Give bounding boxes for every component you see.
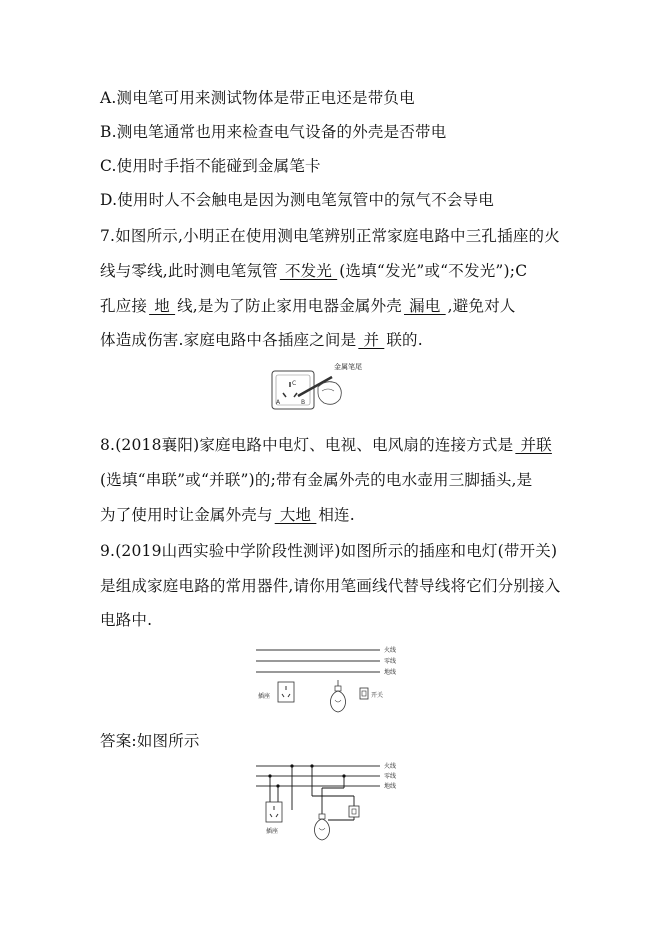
q7-text: 线,是为了防止家用电器金属外壳 bbox=[177, 297, 403, 315]
q9-switch-label: 开关 bbox=[371, 692, 384, 699]
q8-line-2: (选填“串联”或“并联”)的;带有金属外壳的电水壶用三脚插头,是 bbox=[100, 471, 533, 489]
q8-answer-2: 大地 bbox=[274, 506, 317, 524]
q9-fire-label: 火线 bbox=[384, 647, 397, 654]
socket-letter-a: A bbox=[276, 399, 281, 406]
q8-answer-1: 并联 bbox=[515, 436, 552, 454]
q7-text: 线与零线,此时测电笔氖管 bbox=[100, 262, 278, 280]
option-c: C.使用时手指不能碰到金属笔卡 bbox=[100, 157, 321, 175]
q7-text: 孔应接 bbox=[100, 297, 148, 315]
q8-text: 8.(2018襄阳)家庭电路中电灯、电视、电风扇的连接方式是 bbox=[100, 436, 514, 454]
option-b: B.测电笔通常也用来检查电气设备的外壳是否带电 bbox=[100, 123, 447, 141]
answer-fire-label: 火线 bbox=[384, 763, 397, 770]
q9-socket-label: 插座 bbox=[258, 693, 271, 700]
answer-label: 答案:如图所示 bbox=[100, 732, 200, 750]
option-d: D.使用时人不会触电是因为测电笔氖管中的氖气不会导电 bbox=[100, 191, 495, 209]
answer-circuit-figure bbox=[252, 758, 412, 850]
q8-line-3 bbox=[100, 504, 355, 526]
answer-ground-label: 地线 bbox=[384, 783, 397, 790]
q8-text: 为了使用时让金属外壳与 bbox=[100, 506, 273, 524]
q9-ground-label: 地线 bbox=[384, 669, 397, 676]
q7-line-4 bbox=[100, 329, 423, 351]
socket-letter-b: B bbox=[301, 399, 306, 406]
q9-line-1: 9.(2019山西实验中学阶段性测评)如图所示的插座和电灯(带开关) bbox=[100, 542, 558, 560]
answer-socket-label: 插座 bbox=[266, 828, 279, 835]
q7-text: ,避免对人 bbox=[447, 297, 516, 315]
q9-circuit-figure bbox=[252, 640, 412, 720]
q7-line-3 bbox=[100, 295, 516, 317]
option-a: A.测电笔可用来测试物体是带正电还是带负电 bbox=[100, 89, 415, 107]
q9-line-2: 是组成家庭电路的常用器件,请你用笔画线代替导线将它们分别接入 bbox=[100, 577, 561, 595]
q7-socket-figure bbox=[268, 365, 348, 413]
answer-neutral-label: 零线 bbox=[384, 773, 397, 780]
q7-answer-1: 不发光 bbox=[279, 262, 338, 280]
q7-line-1: 7.如图所示,小明正在使用测电笔辨别正常家庭电路中三孔插座的火 bbox=[100, 227, 560, 245]
q7-text: 体造成伤害.家庭电路中各插座之间是 bbox=[100, 331, 357, 349]
q8-text: 相连. bbox=[318, 506, 355, 524]
q7-text: 联的. bbox=[386, 331, 423, 349]
q9-neutral-label: 零线 bbox=[384, 658, 397, 665]
q7-answer-3: 漏电 bbox=[404, 297, 446, 315]
q7-text: (选填“发光”或“不发光”);C bbox=[339, 262, 528, 280]
q7-answer-4: 并 bbox=[358, 331, 385, 349]
q7-line-2 bbox=[100, 260, 527, 282]
q7-figure-label: 金属笔尾 bbox=[334, 363, 362, 371]
socket-letter-c: C bbox=[292, 380, 297, 387]
q8-line-1 bbox=[100, 434, 554, 456]
q7-answer-2: 地 bbox=[149, 297, 176, 315]
q9-line-3: 电路中. bbox=[100, 611, 153, 629]
